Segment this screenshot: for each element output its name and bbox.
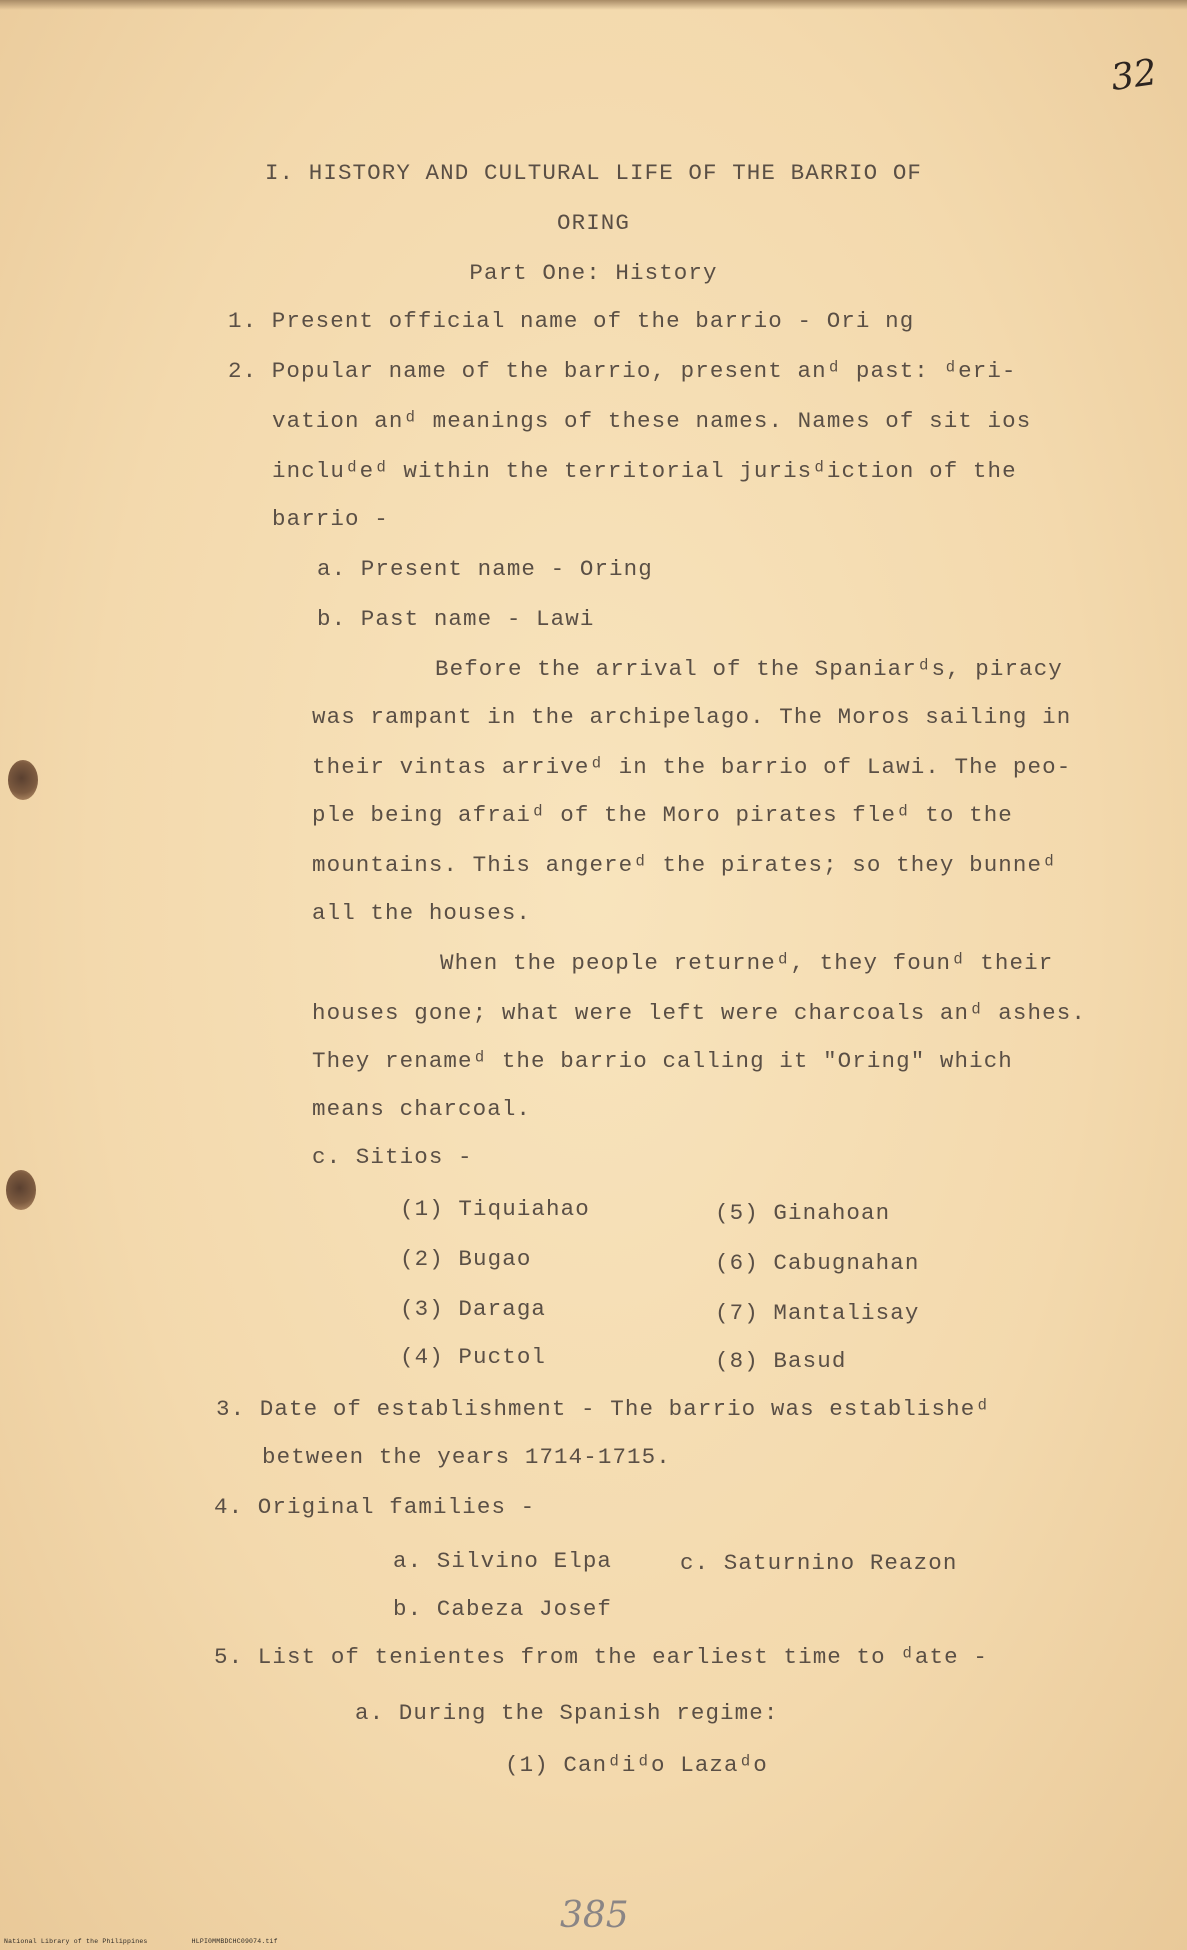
family-item: a. Silvino Elpa	[393, 1548, 613, 1574]
paragraph-line: Before the arrival of the Spaniarᵈs, piracy	[435, 656, 1063, 682]
item-5-tenientes: 5. List of tenientes from the earliest time to ᵈate -	[214, 1644, 988, 1670]
past-name-line: b. Past name - Lawi	[317, 606, 595, 632]
family-item: b. Cabeza Josef	[393, 1596, 613, 1622]
sitio-item: (6) Cabugnahan	[715, 1250, 920, 1276]
title-line-1: I. HISTORY AND CULTURAL LIFE OF THE BARRIO OF	[264, 160, 923, 186]
sitio-item: (4) Puctol	[400, 1344, 547, 1370]
text-line: barrio -	[272, 506, 389, 532]
paragraph-line: When the people returneᵈ, they founᵈ their	[440, 950, 1054, 976]
handwritten-page-number: 32	[1108, 52, 1160, 99]
scan-footer	[4, 1938, 318, 1945]
punch-hole-icon	[6, 1170, 36, 1210]
item-3-establishment: 3. Date of establishment - The barrio was establisheᵈ	[216, 1396, 990, 1422]
sitio-item: (3) Daraga	[400, 1296, 547, 1322]
sitio-item: (5) Ginahoan	[715, 1200, 891, 1226]
family-item: c. Saturnino Reazon	[680, 1550, 958, 1576]
paragraph-line: was rampant in the archipelago. The Moros sailing in	[312, 704, 1072, 730]
paragraph-line: all the houses.	[312, 900, 532, 926]
paragraph-line: houses gone; what were left were charcoals anᵈ ashes.	[312, 1000, 1086, 1026]
spanish-regime-line: a. During the Spanish regime:	[355, 1700, 779, 1726]
sitio-item: (7) Mantalisay	[715, 1300, 920, 1326]
sitio-item: (2) Bugao	[400, 1246, 532, 1272]
footer-file-name: HLPI0MMBDCHC09074.tif	[191, 1938, 278, 1945]
sitios-heading: c. Sitios -	[312, 1144, 473, 1170]
teniente-item: (1) Canᵈiᵈo Lazaᵈo	[505, 1752, 768, 1778]
section-subtitle: Part One: History	[469, 260, 718, 286]
title-line-2: ORING	[556, 210, 630, 236]
handwritten-folio-number: 385	[560, 1895, 629, 1936]
paragraph-line: their vintas arriveᵈ in the barrio of Lawi. The peo-	[312, 754, 1072, 780]
top-edge-shadow	[0, 0, 1187, 10]
footer-library-name: National Library of the Philippines	[4, 1938, 148, 1945]
text-line: vation anᵈ meanings of these names. Names of sit ios	[272, 408, 1032, 434]
item-2-popular-name: 2. Popular name of the barrio, present anᵈ past: ᵈeri-	[228, 358, 1017, 384]
sitio-item: (8) Basud	[715, 1348, 847, 1374]
paragraph-line: means charcoal.	[312, 1096, 532, 1122]
paragraph-line: mountains. This angereᵈ the pirates; so they bunneᵈ	[312, 852, 1057, 878]
punch-hole-icon	[8, 760, 38, 800]
text-line: incluᵈeᵈ within the territorial jurisᵈiction of the	[272, 458, 1017, 484]
text-line: between the years 1714-1715.	[262, 1444, 671, 1470]
sitio-item: (1) Tiquiahao	[400, 1196, 590, 1222]
paragraph-line: ple being afraiᵈ of the Moro pirates fleᵈ to the	[312, 802, 1013, 828]
paragraph-line: They renameᵈ the barrio calling it "Oring" which	[312, 1048, 1013, 1074]
item-4-original-families: 4. Original families -	[214, 1494, 536, 1520]
present-name-line: a. Present name - Oring	[317, 556, 653, 582]
item-1-official-name: 1. Present official name of the barrio - Ori ng	[228, 308, 915, 334]
